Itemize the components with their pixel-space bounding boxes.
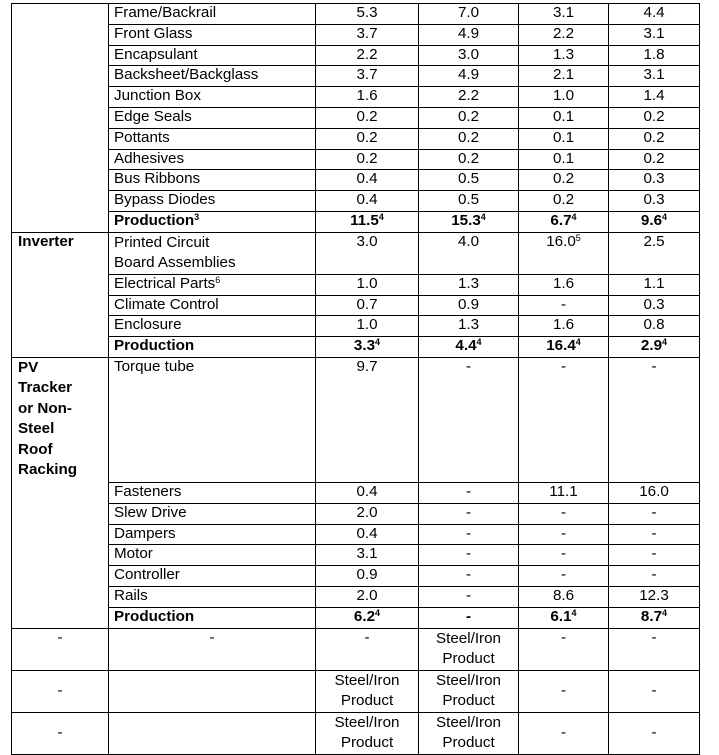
- value-cell: -: [609, 524, 700, 545]
- value-cell: 4.9: [419, 66, 519, 87]
- group-label-tracker: PV Tracker or Non- Steel Roof Racking: [12, 357, 109, 628]
- group-cell: [12, 149, 109, 170]
- value-cell: 0.1: [519, 107, 609, 128]
- group-label-inverter: Inverter: [12, 232, 109, 357]
- value-cell: -: [519, 503, 609, 524]
- component-cell: Frame/Backrail: [109, 4, 316, 25]
- value-cell: 0.2: [609, 149, 700, 170]
- production-row: [12, 211, 700, 232]
- group-cell: [12, 211, 109, 232]
- value-cell: 4.0: [419, 232, 519, 274]
- value-cell: -: [519, 545, 609, 566]
- value-cell: 0.2: [609, 128, 700, 149]
- table-row: [12, 482, 700, 503]
- value-cell: 0.5: [419, 170, 519, 191]
- value-cell: 0.3: [609, 170, 700, 191]
- value-cell: 2.0: [316, 503, 419, 524]
- group-cell: [12, 24, 109, 45]
- value-cell: 0.9: [419, 295, 519, 316]
- value-cell: 2.0: [316, 586, 419, 607]
- component-cell: Climate Control: [109, 295, 316, 316]
- table-row: [12, 545, 700, 566]
- production-row: [12, 607, 700, 628]
- value-cell: 0.5: [419, 191, 519, 212]
- value-cell: 16.4$^4$: [519, 337, 609, 358]
- value-cell: 3.7: [316, 24, 419, 45]
- group-cell: [12, 191, 109, 212]
- value-cell: Steel/Iron Product: [419, 670, 519, 712]
- value-cell: 0.7: [316, 295, 419, 316]
- component-cell: Motor: [109, 545, 316, 566]
- value-cell: -: [609, 566, 700, 587]
- value-cell: 1.4: [609, 87, 700, 108]
- value-cell: 1.3: [419, 316, 519, 337]
- table-row: [12, 566, 700, 587]
- value-cell: 0.3: [609, 295, 700, 316]
- value-cell: $2.9^4$: [609, 337, 700, 358]
- group-cell: [12, 45, 109, 66]
- value-cell: -: [419, 503, 519, 524]
- table-row: [12, 149, 700, 170]
- value-cell: -: [519, 524, 609, 545]
- component-cell: Dampers: [109, 524, 316, 545]
- value-cell: Steel/Iron Product: [419, 628, 519, 670]
- value-cell: -: [419, 586, 519, 607]
- group-cell: -: [12, 670, 109, 712]
- value-cell: 0.3: [609, 191, 700, 212]
- group-cell: [12, 4, 109, 25]
- component-cell: Enclosure: [109, 316, 316, 337]
- value-cell: $4.4^4$: [419, 337, 519, 358]
- group-cell: [12, 87, 109, 108]
- table-row: [12, 274, 700, 295]
- component-cell: Adhesives: [109, 149, 316, 170]
- value-cell: Steel/Iron Product: [316, 670, 419, 712]
- value-cell: 0.2: [419, 128, 519, 149]
- value-cell: 4.4: [609, 4, 700, 25]
- materials-table: [11, 3, 700, 755]
- table-row: [12, 107, 700, 128]
- value-cell: 0.2: [419, 149, 519, 170]
- group-cell: -: [12, 628, 109, 670]
- component-cell: Junction Box: [109, 87, 316, 108]
- value-cell: 0.1: [519, 128, 609, 149]
- table-row: [12, 232, 700, 274]
- component-cell: Encapsulant: [109, 45, 316, 66]
- value-cell: -: [519, 712, 609, 754]
- value-cell: 3.0: [316, 232, 419, 274]
- component-cell: Backsheet/Backglass: [109, 66, 316, 87]
- value-cell: 1.6: [316, 87, 419, 108]
- group-cell: [12, 107, 109, 128]
- table-row: [12, 45, 700, 66]
- value-cell: 1.3: [419, 274, 519, 295]
- value-cell: 1.6: [519, 316, 609, 337]
- table-row: [12, 170, 700, 191]
- value-cell: -: [609, 670, 700, 712]
- component-cell: Edge Seals: [109, 107, 316, 128]
- value-cell: 16.0: [609, 482, 700, 503]
- value-cell: 2.2: [419, 87, 519, 108]
- value-cell: 0.2: [419, 107, 519, 128]
- value-cell: 11.5$^4$: [316, 211, 419, 232]
- component-cell: -: [109, 628, 316, 670]
- value-cell: Steel/Iron Product: [419, 712, 519, 754]
- value-cell: -: [609, 357, 700, 482]
- value-cell: -: [316, 628, 419, 670]
- component-cell: [109, 712, 316, 754]
- value-cell: -: [519, 295, 609, 316]
- value-cell: -: [419, 545, 519, 566]
- value-cell: $6.2^4$: [316, 607, 419, 628]
- value-cell: 3.7: [316, 66, 419, 87]
- value-cell: 8.6: [519, 586, 609, 607]
- component-cell: Front Glass: [109, 24, 316, 45]
- value-cell: 0.2: [316, 149, 419, 170]
- value-cell: Steel/Iron Product: [316, 712, 419, 754]
- production-label: Production: [109, 337, 316, 358]
- value-cell: $9.6^4$: [609, 211, 700, 232]
- value-cell: 3.1: [609, 66, 700, 87]
- component-cell: Printed Circuit Board Assemblies: [109, 232, 316, 274]
- value-cell: 0.2: [519, 170, 609, 191]
- table-row: [12, 524, 700, 545]
- table-row: [12, 503, 700, 524]
- value-cell: 9.7: [316, 357, 419, 482]
- value-cell: 1.3: [519, 45, 609, 66]
- component-cell: Fasteners: [109, 482, 316, 503]
- component-cell: Torque tube: [109, 357, 316, 482]
- value-cell: 2.5: [609, 232, 700, 274]
- group-cell: [12, 66, 109, 87]
- value-cell: 0.2: [609, 107, 700, 128]
- value-cell: 0.4: [316, 191, 419, 212]
- component-cell: Electrical Parts$^6$: [109, 274, 316, 295]
- value-cell: -: [609, 712, 700, 754]
- value-cell: 0.4: [316, 482, 419, 503]
- value-cell: 1.8: [609, 45, 700, 66]
- value-cell: -: [609, 628, 700, 670]
- component-cell: Bypass Diodes: [109, 191, 316, 212]
- table-row: [12, 128, 700, 149]
- table-row: [12, 66, 700, 87]
- table-row: [12, 586, 700, 607]
- value-cell: 12.3: [609, 586, 700, 607]
- table-row: [12, 87, 700, 108]
- value-cell: 1.6: [519, 274, 609, 295]
- value-cell: 15.3$^4$: [419, 211, 519, 232]
- component-cell: [109, 670, 316, 712]
- value-cell: 3.0: [419, 45, 519, 66]
- group-cell: -: [12, 712, 109, 754]
- value-cell: 0.8: [609, 316, 700, 337]
- component-cell: Controller: [109, 566, 316, 587]
- value-cell: -: [419, 607, 519, 628]
- value-cell: 2.2: [519, 24, 609, 45]
- table-row: [12, 316, 700, 337]
- value-cell: -: [609, 503, 700, 524]
- value-cell: 1.0: [316, 316, 419, 337]
- table-row: [12, 670, 700, 712]
- value-cell: -: [609, 545, 700, 566]
- production-row: [12, 337, 700, 358]
- value-cell: -: [419, 482, 519, 503]
- value-cell: $3.3^4$: [316, 337, 419, 358]
- value-cell: 4.9: [419, 24, 519, 45]
- component-cell: Slew Drive: [109, 503, 316, 524]
- value-cell: 1.0: [316, 274, 419, 295]
- table-row: [12, 24, 700, 45]
- value-cell: 2.2: [316, 45, 419, 66]
- value-cell: -: [519, 357, 609, 482]
- value-cell: 2.1: [519, 66, 609, 87]
- value-cell: 0.2: [316, 107, 419, 128]
- value-cell: 5.3: [316, 4, 419, 25]
- value-cell: 1.1: [609, 274, 700, 295]
- table-row: [12, 712, 700, 754]
- group-cell: [12, 128, 109, 149]
- table-row: [12, 357, 700, 482]
- production-label: Production$^3$: [109, 211, 316, 232]
- value-cell: 3.1: [609, 24, 700, 45]
- component-cell: Rails: [109, 586, 316, 607]
- value-cell: -: [519, 628, 609, 670]
- value-cell: 11.1: [519, 482, 609, 503]
- table-row: [12, 4, 700, 25]
- value-cell: -: [419, 566, 519, 587]
- value-cell: -: [519, 670, 609, 712]
- value-cell: 0.2: [316, 128, 419, 149]
- value-cell: $6.7^4$: [519, 211, 609, 232]
- value-cell: 0.1: [519, 149, 609, 170]
- value-cell: 0.9: [316, 566, 419, 587]
- production-label: Production: [109, 607, 316, 628]
- value-cell: 16.0$^5$: [519, 232, 609, 274]
- value-cell: 0.2: [519, 191, 609, 212]
- component-cell: Bus Ribbons: [109, 170, 316, 191]
- value-cell: 0.4: [316, 524, 419, 545]
- value-cell: $6.1^4$: [519, 607, 609, 628]
- value-cell: -: [419, 524, 519, 545]
- group-cell: [12, 170, 109, 191]
- value-cell: 0.4: [316, 170, 419, 191]
- table-row: [12, 191, 700, 212]
- value-cell: 7.0: [419, 4, 519, 25]
- value-cell: -: [519, 566, 609, 587]
- component-cell: Pottants: [109, 128, 316, 149]
- table-row: [12, 628, 700, 670]
- value-cell: 3.1: [316, 545, 419, 566]
- table-row: [12, 295, 700, 316]
- value-cell: -: [419, 357, 519, 482]
- value-cell: 1.0: [519, 87, 609, 108]
- value-cell: $8.7^4$: [609, 607, 700, 628]
- value-cell: 3.1: [519, 4, 609, 25]
